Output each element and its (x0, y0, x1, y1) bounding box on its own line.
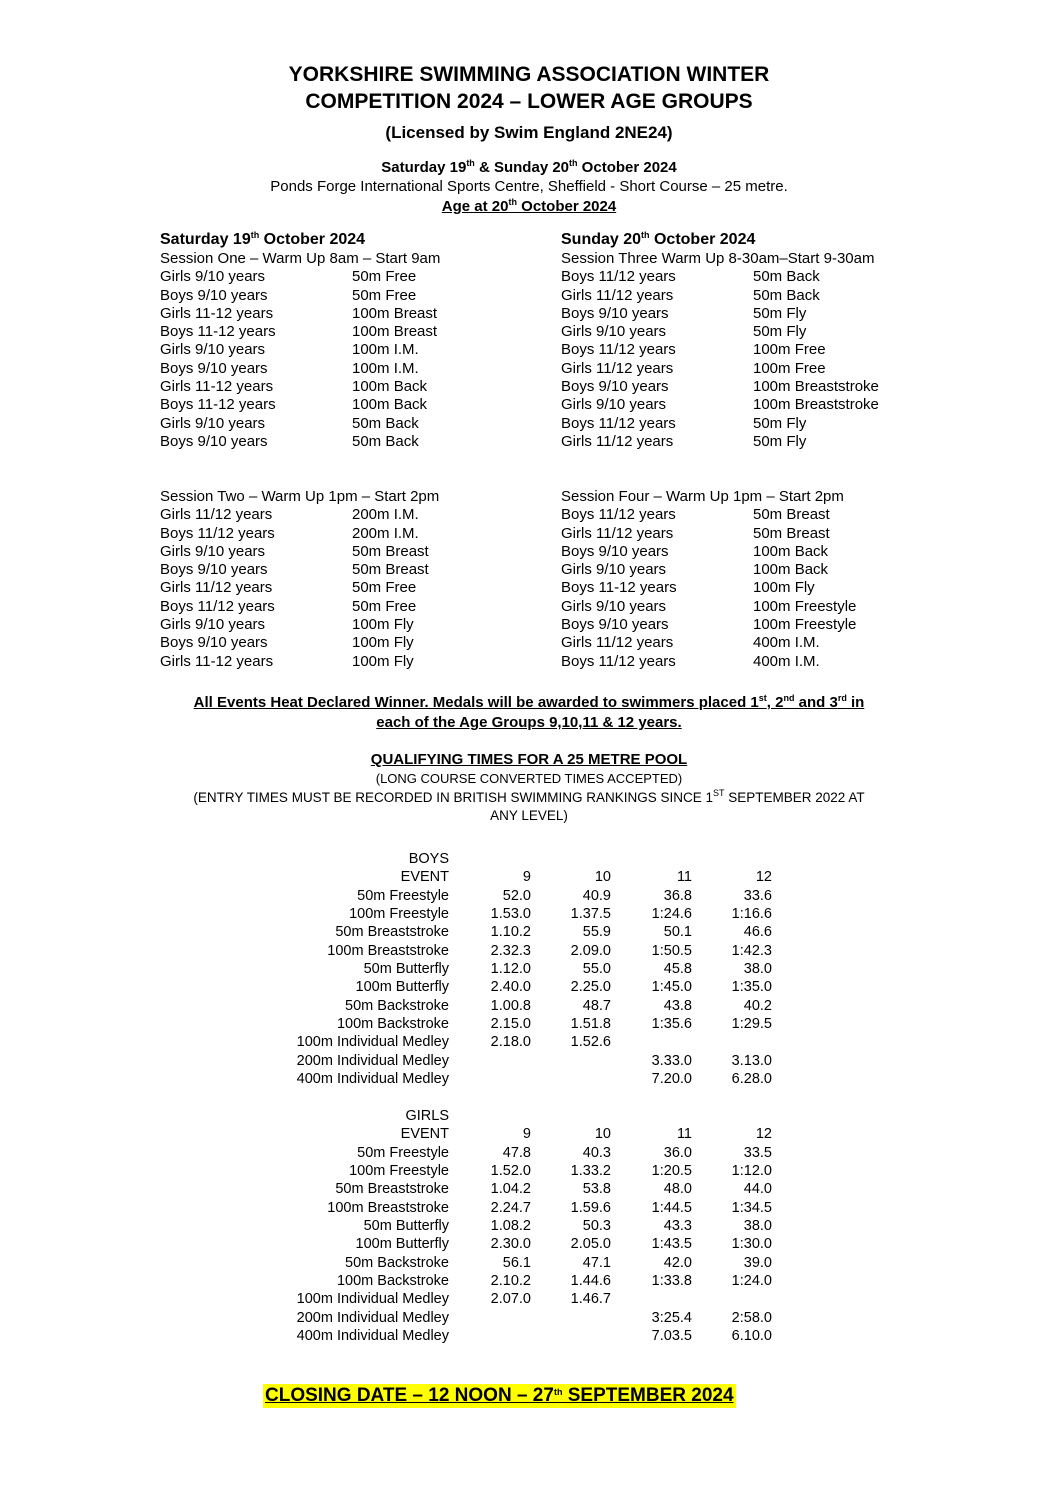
age-column-header: 11 (676, 1126, 692, 1143)
event-stroke: 50m Breast (753, 506, 830, 524)
event-stroke: 50m Back (352, 414, 419, 432)
event-stroke: 50m Breast (352, 561, 429, 579)
age-11-time: 48.0 (663, 1181, 692, 1198)
event-row (561, 597, 857, 616)
event-stroke: 100m I.M. (352, 359, 419, 377)
table-row (0, 1016, 1058, 1034)
event-stroke: 100m Free (753, 341, 826, 359)
sunday-column (561, 230, 879, 451)
event-stroke: 50m Free (352, 268, 417, 286)
event-age-group: Girls 11-12 years (160, 652, 274, 670)
event-row (160, 341, 440, 359)
saturday-column (160, 230, 440, 451)
event-row (160, 305, 440, 323)
age-9-time: 2.18.0 (490, 1034, 531, 1051)
age-10-time: 1.37.5 (570, 906, 611, 923)
age-10-time: 55.9 (582, 924, 611, 941)
age-11-time: 43.8 (663, 997, 692, 1014)
event-row (160, 525, 439, 543)
table-row (0, 1273, 1058, 1291)
event-name: 400m Individual Medley (296, 1071, 449, 1088)
age-12-time: 40.2 (743, 997, 772, 1014)
age-11-time: 3.33.0 (651, 1052, 692, 1069)
age-9-time: 56.1 (502, 1254, 531, 1271)
table-row (0, 1291, 1058, 1309)
event-stroke: 400m I.M. (753, 652, 820, 670)
age-10-time: 53.8 (582, 1181, 611, 1198)
event-name: 50m Freestyle (357, 887, 449, 904)
age-column-header: 11 (676, 869, 692, 886)
age-10-time: 1.44.6 (570, 1273, 611, 1290)
age-10-time: 1.46.7 (570, 1291, 611, 1308)
event-stroke: 100m Freestyle (753, 616, 857, 634)
age-12-time: 1:30.0 (731, 1236, 772, 1253)
event-row (561, 341, 874, 359)
event-row (561, 616, 857, 634)
event-name: 100m Backstroke (336, 1273, 449, 1290)
table-row (0, 1181, 1058, 1199)
age-12-time: 1:35.0 (731, 979, 772, 996)
event-age-group: Boys 9/10 years (561, 304, 669, 322)
event-name: 50m Butterfly (363, 961, 449, 978)
event-stroke: 100m Back (753, 561, 829, 579)
event-age-group: Boys 11-12 years (561, 579, 677, 597)
event-age-group: Girls 9/10 years (561, 396, 667, 414)
event-stroke: 100m Breast (352, 323, 438, 341)
age-11-time: 1:33.8 (651, 1273, 692, 1290)
event-age-group: Girls 9/10 years (160, 542, 266, 560)
age-9-time: 47.8 (502, 1144, 531, 1161)
table-row (0, 1145, 1058, 1163)
event-stroke: 50m Back (753, 268, 820, 286)
age-12-time: 33.5 (743, 1144, 772, 1161)
age-12-time: 38.0 (743, 961, 772, 978)
event-age-group: Boys 11/12 years (561, 341, 676, 359)
event-name: 50m Freestyle (357, 1144, 449, 1161)
session-four-events (561, 506, 857, 671)
event-row (160, 360, 440, 378)
age-column-header: 10 (594, 869, 611, 886)
event-name: 100m Individual Medley (296, 1034, 449, 1051)
event-stroke: 100m I.M. (352, 341, 419, 359)
age-12-time: 1:29.5 (731, 1016, 772, 1033)
age-12-time: 6.10.0 (731, 1328, 772, 1345)
event-row (561, 561, 844, 579)
table-row (0, 1053, 1058, 1071)
event-age-group: Girls 9/10 years (561, 323, 667, 341)
event-age-group: Girls 11/12 years (160, 506, 273, 524)
event-row (561, 433, 874, 451)
event-row (160, 268, 440, 286)
age-9-time: 1.10.2 (490, 924, 531, 941)
girls-label-row (0, 1108, 1058, 1126)
event-row (160, 378, 440, 396)
event-stroke: 50m Fly (753, 414, 807, 432)
event-row (561, 579, 844, 597)
page-title-line2: COMPETITION 2024 – LOWER AGE GROUPS (305, 90, 753, 113)
event-row (561, 525, 844, 543)
table-row (0, 1310, 1058, 1328)
session-one-title: Session One – Warm Up 8am – Start 9am (160, 250, 441, 267)
age-11-time: 3:25.4 (651, 1309, 692, 1326)
age-12-time: 1:34.5 (731, 1199, 772, 1216)
event-row (160, 396, 440, 414)
age-9-time: 1.08.2 (490, 1218, 531, 1235)
event-name: 200m Individual Medley (296, 1309, 449, 1326)
age-9-time: 1.52.0 (490, 1163, 531, 1180)
event-row (160, 543, 439, 561)
event-dates: Saturday 19th & Sunday 20th October 2024 (381, 158, 677, 176)
event-age-group: Girls 11/12 years (561, 634, 674, 652)
age-9-time: 2.40.0 (490, 979, 531, 996)
age-10-time: 2.25.0 (570, 979, 611, 996)
event-name: 100m Breaststroke (327, 942, 449, 959)
boys-label: BOYS (408, 851, 449, 867)
age-9-time: 2.30.0 (490, 1236, 531, 1253)
event-row (561, 305, 874, 323)
age-12-time: 1:24.0 (731, 1273, 772, 1290)
event-row (160, 598, 439, 616)
event-stroke: 50m Fly (753, 304, 807, 322)
age-11-time: 1:35.6 (651, 1016, 692, 1033)
event-stroke: 50m Breast (753, 524, 830, 542)
event-age-group: Boys 11-12 years (160, 323, 276, 341)
age-11-time: 43.3 (663, 1218, 692, 1235)
age-11-time: 1:45.0 (651, 979, 692, 996)
event-row (561, 396, 879, 414)
event-age-group: Girls 9/10 years (160, 268, 266, 286)
age-11-time: 1:24.6 (651, 906, 692, 923)
age-column-header: 12 (755, 869, 772, 886)
table-row (0, 1236, 1058, 1254)
event-age-group: Girls 11/12 years (561, 432, 674, 450)
event-row (561, 360, 874, 378)
age-9-time: 2.32.3 (490, 942, 531, 959)
age-12-time: 38.0 (743, 1218, 772, 1235)
event-age-group: Boys 11/12 years (561, 652, 676, 670)
age-column-header: 9 (522, 869, 531, 886)
session-two-events (160, 506, 439, 671)
event-stroke: 50m Fly (753, 323, 807, 341)
event-stroke: 400m I.M. (753, 634, 820, 652)
event-age-group: Boys 9/10 years (160, 286, 268, 304)
age-11-time: 42.0 (663, 1254, 692, 1271)
event-stroke: 100m Fly (352, 634, 414, 652)
event-age-group: Boys 9/10 years (561, 378, 669, 396)
sunday-heading: Sunday 20th October 2024 (561, 230, 756, 248)
age-11-time: 1:43.5 (651, 1236, 692, 1253)
event-name: 50m Breaststroke (335, 924, 449, 941)
age-9-time: 1.53.0 (490, 906, 531, 923)
table-row (0, 906, 1058, 924)
event-row (561, 287, 874, 305)
event-age-group: Boys 11/12 years (561, 506, 676, 524)
age-12-time: 33.6 (743, 887, 772, 904)
age-10-time: 1.59.6 (570, 1199, 611, 1216)
event-stroke: 50m Back (753, 286, 820, 304)
age-9-time: 1.04.2 (490, 1181, 531, 1198)
age-9-time: 1.00.8 (490, 997, 531, 1014)
event-name: 100m Backstroke (336, 1016, 449, 1033)
event-name: 50m Breaststroke (335, 1181, 449, 1198)
age-11-time: 45.8 (663, 961, 692, 978)
session-two-title: Session Two – Warm Up 1pm – Start 2pm (160, 488, 440, 505)
event-name: 200m Individual Medley (296, 1052, 449, 1069)
event-age-group: Boys 9/10 years (561, 616, 669, 634)
event-age-group: Boys 11/12 years (160, 597, 275, 615)
age-column-header: 10 (594, 1126, 611, 1143)
table-row (0, 961, 1058, 979)
table-row (0, 998, 1058, 1016)
table-row (0, 924, 1058, 942)
event-name: 100m Freestyle (349, 906, 449, 923)
closing-date-banner: CLOSING DATE – 12 NOON – 27th SEPTEMBER 2024 (265, 1385, 734, 1406)
event-stroke: 100m Free (753, 359, 826, 377)
saturday-heading: Saturday 19th October 2024 (160, 230, 366, 248)
table-row (0, 888, 1058, 906)
age-12-time: 3.13.0 (731, 1052, 772, 1069)
event-name: 100m Breaststroke (327, 1199, 449, 1216)
event-stroke: 100m Back (352, 378, 428, 396)
age-12-time: 1:42.3 (731, 942, 772, 959)
event-row (561, 653, 844, 671)
event-stroke: 50m Free (352, 597, 417, 615)
age-10-time: 1.52.6 (570, 1034, 611, 1051)
age-12-time: 44.0 (743, 1181, 772, 1198)
qualifying-note-rankings: (ENTRY TIMES MUST BE RECORDED IN BRITISH SWIMMING RANKINGS SINCE 1ST SEPTEMBER 2022 AT ANY LEVEL) (193, 788, 865, 823)
age-12-time: 1:12.0 (731, 1163, 772, 1180)
age-10-time: 55.0 (582, 961, 611, 978)
event-row (561, 506, 844, 524)
session-three-title: Session Three Warm Up 8-30am–Start 9-30am (561, 250, 875, 267)
event-age-group: Girls 11-12 years (160, 304, 274, 322)
event-stroke: 50m Back (352, 432, 419, 450)
event-name: 100m Butterfly (355, 979, 449, 996)
event-row (160, 634, 439, 652)
event-stroke: 50m Free (352, 286, 417, 304)
table-row (0, 1255, 1058, 1273)
age-10-time: 50.3 (582, 1218, 611, 1235)
age-9-time: 52.0 (502, 887, 531, 904)
age-10-time: 2.05.0 (570, 1236, 611, 1253)
event-age-group: Boys 9/10 years (160, 561, 268, 579)
event-age-group: Boys 11/12 years (160, 524, 275, 542)
qualifying-title: QUALIFYING TIMES FOR A 25 METRE POOL (370, 751, 688, 768)
event-stroke: 50m Breast (352, 542, 429, 560)
age-12-time: 2:58.0 (731, 1309, 772, 1326)
age-9-time: 2.07.0 (490, 1291, 531, 1308)
table-header-row (0, 869, 1058, 887)
session-four-block (561, 488, 857, 671)
event-row (160, 506, 439, 524)
age-column-header: 12 (755, 1126, 772, 1143)
event-age-group: Girls 9/10 years (160, 341, 266, 359)
table-row (0, 1034, 1058, 1052)
age-12-time: 39.0 (743, 1254, 772, 1271)
event-age-group: Boys 9/10 years (160, 359, 268, 377)
page-title-line1: YORKSHIRE SWIMMING ASSOCIATION WINTER (288, 63, 770, 86)
event-row (160, 653, 439, 671)
age-10-time: 1.33.2 (570, 1163, 611, 1180)
event-name: 100m Individual Medley (296, 1291, 449, 1308)
table-row (0, 1218, 1058, 1236)
event-age-group: Girls 11/12 years (561, 359, 674, 377)
event-age-group: Boys 9/10 years (160, 432, 268, 450)
age-11-time: 1:44.5 (651, 1199, 692, 1216)
session-two-block (160, 488, 439, 671)
event-row (561, 268, 874, 286)
event-age-group: Girls 9/10 years (160, 616, 266, 634)
age-11-time: 7.20.0 (651, 1071, 692, 1088)
age-10-time: 48.7 (582, 997, 611, 1014)
event-stroke: 100m Back (352, 396, 428, 414)
event-row (160, 616, 439, 634)
age-12-time: 6.28.0 (731, 1071, 772, 1088)
event-row (160, 323, 440, 341)
event-stroke: 200m I.M. (352, 524, 419, 542)
table-row (0, 1200, 1058, 1218)
event-stroke: 50m Fly (753, 432, 807, 450)
session-one-events (160, 268, 440, 451)
event-stroke: 100m Fly (753, 579, 815, 597)
event-stroke: 100m Breaststroke (753, 378, 879, 396)
event-stroke: 100m Breast (352, 304, 438, 322)
event-age-group: Girls 11/12 years (561, 524, 674, 542)
age-11-time: 1:50.5 (651, 942, 692, 959)
event-name: 50m Butterfly (363, 1218, 449, 1235)
age-11-time: 36.0 (663, 1144, 692, 1161)
age-10-time: 2.09.0 (570, 942, 611, 959)
event-row (160, 415, 440, 433)
event-column-header: EVENT (400, 869, 449, 886)
age-column-header: 9 (522, 1126, 531, 1143)
age-12-time: 46.6 (743, 924, 772, 941)
event-name: 50m Backstroke (345, 1254, 449, 1271)
age-9-time: 2.15.0 (490, 1016, 531, 1033)
qualifying-note-converted: (LONG COURSE CONVERTED TIMES ACCEPTED) (375, 771, 683, 786)
event-row (160, 579, 439, 597)
event-age-group: Girls 11/12 years (561, 286, 674, 304)
table-row (0, 943, 1058, 961)
event-row (561, 323, 874, 341)
event-age-group: Girls 9/10 years (160, 414, 266, 432)
age-9-time: 1.12.0 (490, 961, 531, 978)
event-age-group: Boys 11/12 years (561, 414, 676, 432)
age-9-time: 2.24.7 (490, 1199, 531, 1216)
girls-label: GIRLS (405, 1108, 449, 1124)
session-four-title: Session Four – Warm Up 1pm – Start 2pm (561, 488, 844, 505)
event-age-group: Boys 9/10 years (561, 542, 669, 560)
event-row (160, 433, 440, 451)
event-column-header: EVENT (400, 1126, 449, 1143)
event-stroke: 100m Breaststroke (753, 396, 879, 414)
boys-label-row (0, 851, 1058, 869)
event-name: 50m Backstroke (345, 997, 449, 1014)
table-row (0, 1163, 1058, 1181)
age-11-time: 1:20.5 (651, 1163, 692, 1180)
age-11-time: 7.03.5 (651, 1328, 692, 1345)
event-stroke: 200m I.M. (352, 506, 419, 524)
event-row (160, 287, 440, 305)
event-stroke: 100m Fly (352, 616, 414, 634)
session-three-events (561, 268, 879, 451)
event-stroke: 100m Fly (352, 652, 414, 670)
event-row (561, 378, 879, 396)
age-10-time: 40.3 (582, 1144, 611, 1161)
table-row (0, 979, 1058, 997)
event-name: 100m Freestyle (349, 1163, 449, 1180)
event-age-group: Boys 9/10 years (160, 634, 268, 652)
event-name: 400m Individual Medley (296, 1328, 449, 1345)
age-11-time: 50.1 (663, 924, 692, 941)
age-10-time: 40.9 (582, 887, 611, 904)
age-10-time: 47.1 (582, 1254, 611, 1271)
girls-qualifying-table (0, 1108, 1058, 1346)
age-11-time: 36.8 (663, 887, 692, 904)
event-stroke: 50m Free (352, 579, 417, 597)
event-row (561, 543, 844, 561)
event-row (561, 634, 844, 652)
event-stroke: 100m Freestyle (753, 597, 857, 615)
license-note: (Licensed by Swim England 2NE24) (385, 123, 673, 142)
venue: Ponds Forge International Sports Centre, Sheffield - Short Course – 25 metre. (270, 178, 788, 195)
age-9-time: 2.10.2 (490, 1273, 531, 1290)
medals-note: All Events Heat Declared Winner. Medals will be awarded to swimmers placed 1st, 2nd and 3rd in each of the Age Groups 9,10,11 & 12 years. (193, 693, 865, 731)
event-row (561, 415, 874, 433)
boys-qualifying-table (0, 851, 1058, 1089)
event-age-group: Girls 11-12 years (160, 378, 274, 396)
event-age-group: Boys 11-12 years (160, 396, 276, 414)
event-name: 100m Butterfly (355, 1236, 449, 1253)
event-age-group: Girls 9/10 years (561, 597, 667, 615)
age-12-time: 1:16.6 (731, 906, 772, 923)
event-row (160, 561, 439, 579)
event-age-group: Girls 9/10 years (561, 561, 667, 579)
age-date: Age at 20th October 2024 (441, 197, 617, 215)
table-row (0, 1071, 1058, 1089)
table-header-row (0, 1126, 1058, 1144)
table-row (0, 1328, 1058, 1346)
event-stroke: 100m Back (753, 542, 829, 560)
event-age-group: Girls 11/12 years (160, 579, 273, 597)
age-10-time: 1.51.8 (570, 1016, 611, 1033)
event-age-group: Boys 11/12 years (561, 268, 676, 286)
